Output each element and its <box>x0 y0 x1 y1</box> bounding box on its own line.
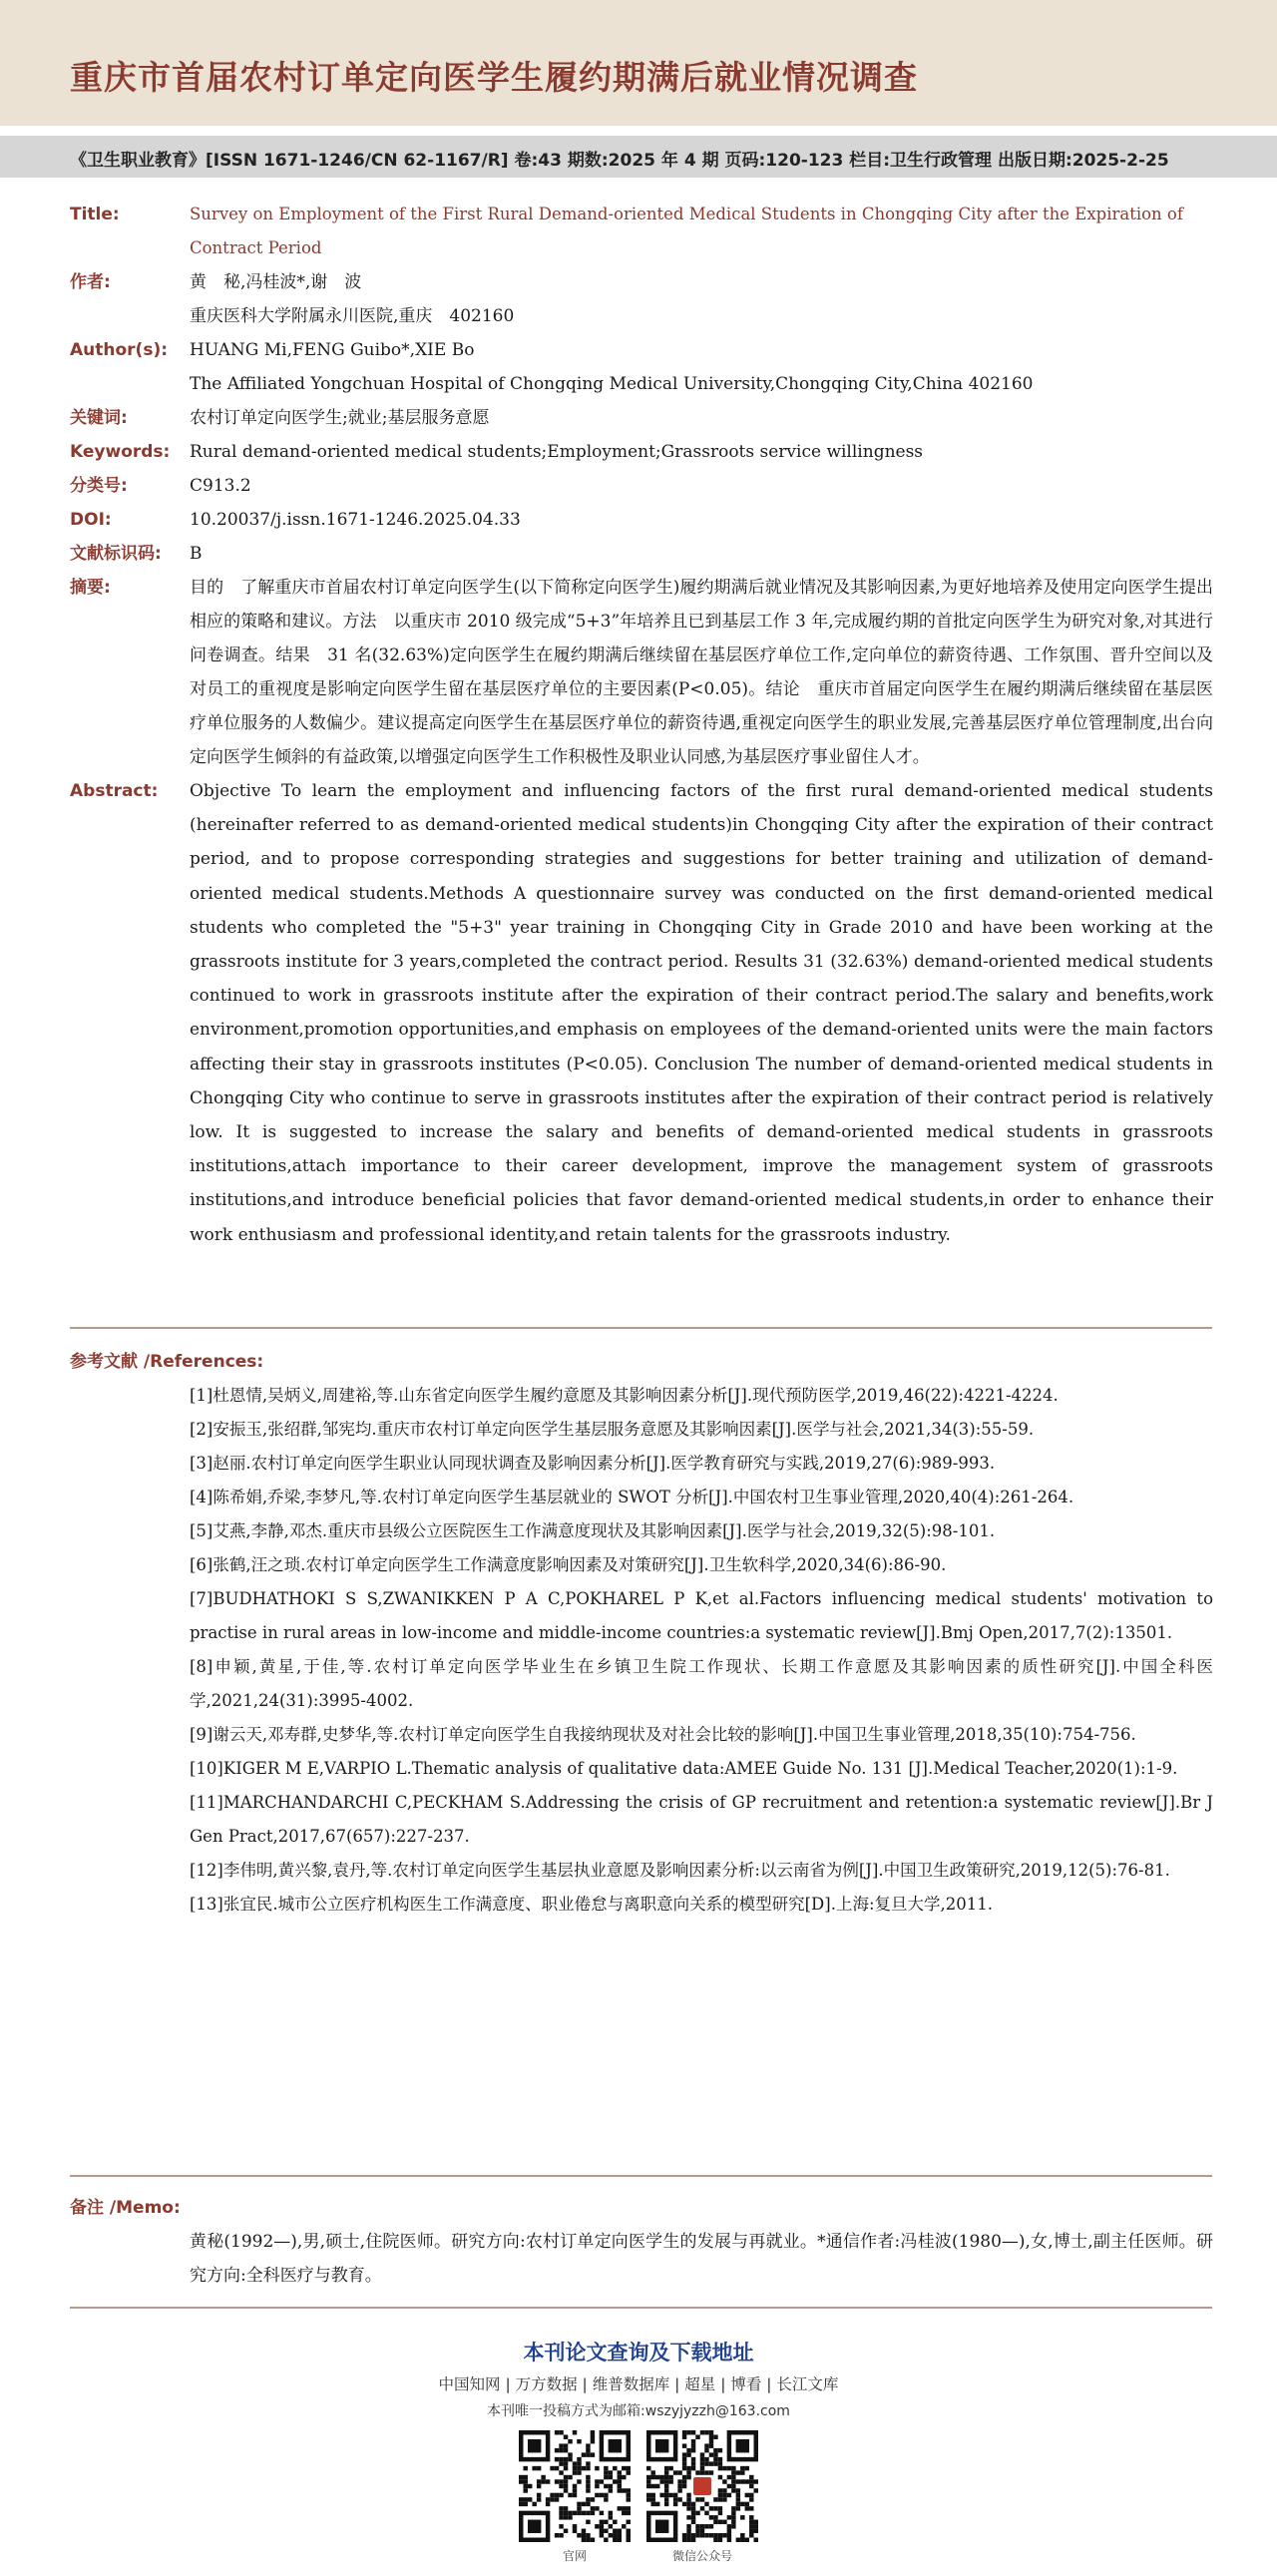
author-names-en: HUANG Mi,FENG Guibo*,XIE Bo <box>190 340 475 360</box>
field-doc-code <box>70 537 1213 571</box>
reference-item: [8]申颖,黄星,于佳,等.农村订单定向医学毕业生在乡镇卫生院工作现状、长期工作意愿及其影响因素的质性研究[J].中国全科医学,2021,24(31):3995-4002. <box>190 1657 1213 1710</box>
field-label: Title: <box>70 205 120 224</box>
reference-item: [12]李伟明,黄兴黎,袁丹,等.农村订单定向医学生基层执业意愿及影响因素分析:以云南省为例[J].中国卫生政策研究,2019,12(5):76-81. <box>190 1861 1170 1880</box>
field-label: 摘要: <box>70 578 111 598</box>
footer-databases[interactable]: 中国知网 | 万方数据 | 维普数据库 | 超星 | 博看 | 长江文库 <box>438 2375 839 2393</box>
journal-meta: 《卫生职业教育》[ISSN 1671-1246/CN 62-1167/R] 卷:43 期数:2025 年 4 期 页码:120-123 栏目:卫生行政管理 出版日期:2025-2-25 <box>70 151 1169 171</box>
authors-cn <box>190 265 1213 333</box>
qr-caption-wechat: 微信公众号 <box>671 2549 732 2563</box>
reference-item: [5]艾燕,李静,邓杰.重庆市县级公立医院医生工作满意度现状及其影响因素[J].医学与社会,2019,32(5):98-101. <box>190 1521 996 1540</box>
reference-item: [1]杜恩情,吴炳义,周建裕,等.山东省定向医学生履约意愿及其影响因素分析[J].现代预防医学,2019,46(22):4221-4224. <box>190 1386 1059 1405</box>
reference-item: [4]陈希娟,乔梁,李梦凡,等.农村订单定向医学生基层就业的 SWOT 分析[J].中国农村卫生事业管理,2020,40(4):261-264. <box>190 1488 1074 1506</box>
english-title-line: Survey on Employment of the First Rural Demand-oriented Medical Students in Chongqing City after the Expiration of <box>190 205 1183 223</box>
meta-band <box>0 136 1277 178</box>
memo-text: 黄秘(1992—),男,硕士,住院医师。研究方向:农村订单定向医学生的发展与再就业。*通信作者:冯桂波(1980—),女,博士,副主任医师。研究方向:全科医疗与教育。 <box>190 2232 1213 2286</box>
doc-code: B <box>190 544 203 564</box>
reference-item: [13]张宜民.城市公立医疗机构医生工作满意度、职业倦怠与离职意向关系的模型研究[D].上海:复旦大学,2011. <box>190 1895 994 1914</box>
references-label: 参考文献 /References: <box>70 1352 264 1372</box>
affiliation-cn: 重庆医科大学附属永川医院,重庆 402160 <box>190 306 515 326</box>
divider <box>70 2175 1212 2177</box>
field-label: 文献标识码: <box>70 544 162 564</box>
abstract-cn: 目的 了解重庆市首届农村订单定向医学生(以下简称定向医学生)履约期满后就业情况及其影响因素,为更好地培养及使用定向医学生提出相应的策略和建议。方法 以重庆市 2010 级完成“5+3”年培养且已到基层工作 3 年,完成履约期的首批定向医学生为研究对象,对其进行问卷调查。结果 31 名(32.63%)定向医学生在履约期满后继续留在基层医疗单位工作,定向单位的薪资待遇、工作氛围、晋升空间以及对员工的重视度是影响定向医学生留在基层医疗单位的主要因素(P<0.05)。结论 重庆市首届定向医学生在履约期满后继续留在基层医疗单位服务的人数偏少。建议提高定向医学生在基层医疗单位的薪资待遇,重视定向医学生的职业发展,完善基层医疗单位管理制度,出台向定向医学生倾斜的有益政策,以增强定向医学生工作积极性及职业认同感,为基层医疗事业留住人才。 <box>190 578 1213 767</box>
field-label: Keywords: <box>70 442 171 462</box>
divider <box>70 1327 1212 1329</box>
field-abstract-cn <box>70 571 1213 774</box>
author-names: 黄 秘,冯桂波*,谢 波 <box>190 272 362 292</box>
field-label: DOI: <box>70 510 112 530</box>
footer-email[interactable]: 本刊唯一投稿方式为邮箱:wszyjyzzh@163.com <box>487 2403 790 2419</box>
field-keywords-en <box>70 435 1213 469</box>
reference-item: [2]安振玉,张绍群,邹宪均.重庆市农村订单定向医学生基层服务意愿及其影响因素[J].医学与社会,2021,34(3):55-59. <box>190 1420 1035 1439</box>
keywords-en: Rural demand-oriented medical students;Employment;Grassroots service willingness <box>190 442 924 462</box>
memo-section <box>70 2191 1213 2293</box>
reference-item: [11]MARCHANDARCHI C,PECKHAM S.Addressing the crisis of GP recruitment and retention:a systematic review[J].Br J Gen Pract,2017,67(657):227-237. <box>190 1793 1213 1846</box>
field-abstract-en <box>70 774 1213 1252</box>
authors-en <box>190 333 1213 401</box>
class-number: C913.2 <box>190 476 251 496</box>
field-label: 分类号: <box>70 476 128 496</box>
doi-link[interactable]: 10.20037/j.issn.1671-1246.2025.04.33 <box>190 510 521 530</box>
reference-item: [3]赵丽.农村订单定向医学生职业认同现状调查及影响因素分析[J].医学教育研究与实践,2019,27(6):989-993. <box>190 1454 996 1473</box>
references-list <box>190 1379 1213 1922</box>
field-label: 作者: <box>70 272 111 292</box>
memo-label: 备注 /Memo: <box>70 2198 181 2218</box>
field-doi <box>70 503 1213 537</box>
field-authors <box>70 265 1213 333</box>
field-class <box>70 469 1213 503</box>
field-label: Abstract: <box>70 781 159 801</box>
article-fields <box>70 198 1213 1252</box>
references-section <box>70 1345 1213 1922</box>
title-band <box>0 0 1277 126</box>
qr-caption-website: 官网 <box>562 2549 587 2563</box>
qr-code-wechat-icon <box>646 2430 758 2542</box>
reference-item: [9]谢云天,邓寿群,史梦华,等.农村订单定向医学生自我接纳现状及对社会比较的影响[J].中国卫生事业管理,2018,35(10):754-756. <box>190 1725 1136 1744</box>
field-keywords-cn <box>70 401 1213 435</box>
keywords-cn: 农村订单定向医学生;就业;基层服务意愿 <box>190 408 490 428</box>
english-title <box>190 198 1213 265</box>
abstract-en: Objective To learn the employment and influencing factors of the first rural demand-oriented medical students (hereinafter referred to as demand-oriented medical students)in Chongqing City after the expiration of their contract period, and to propose corresponding strategies and suggestions for better training and utilization of demand-oriented medical students.Methods A questionnaire survey was conducted on the first demand-oriented medical students who completed the "5+3" year training in Chongqing City in Grade 2010 and have been working at the grassroots institute for 3 years,completed the contract period. Results 31 (32.63%) demand-oriented medical students continued to work in grassroots institute after the expiration of their contract period.The salary and benefits,work environment,promotion opportunities,and emphasis on employees of the demand-oriented units were the main factors affecting their stay in grassroots institutes (P<0.05). Conclusion The number of demand-oriented medical students in Chongqing City who continue to serve in grassroots institutes after the expiration of their contract period is relatively low. It is suggested to increase the salary and benefits of demand-oriented medical students in grassroots institutions,attach importance to their career development, improve the management system of grassroots institutions,and introduce beneficial policies that favor demand-oriented medical students,in order to enhance their work enthusiasm and professional identity,and retain talents for the grassroots industry. <box>190 781 1213 1245</box>
english-title-line: Contract Period <box>190 238 322 257</box>
reference-item: [10]KIGER M E,VARPIO L.Thematic analysis of qualitative data:AMEE Guide No. 131 [J].Medical Teacher,2020(1):1-9. <box>190 1759 1178 1778</box>
qr-code-website-icon <box>519 2430 631 2542</box>
field-authors-en <box>70 333 1213 401</box>
footer <box>0 2337 1277 2424</box>
footer-title: 本刊论文查询及下载地址 <box>523 2341 754 2364</box>
field-label: Author(s): <box>70 340 169 360</box>
page-title: 重庆市首届农村订单定向医学生履约期满后就业情况调查 <box>70 58 918 97</box>
affiliation-en: The Affiliated Yongchuan Hospital of Chongqing Medical University,Chongqing City,China 402160 <box>190 374 1034 394</box>
divider <box>70 2307 1212 2309</box>
field-title <box>70 198 1213 265</box>
reference-item: [6]张鹤,汪之琐.农村订单定向医学生工作满意度影响因素及对策研究[J].卫生软科学,2020,34(6):86-90. <box>190 1555 947 1574</box>
reference-item: [7]BUDHATHOKI S S,ZWANIKKEN P A C,POKHAREL P K,et al.Factors influencing medical students' motivation to practise in rural areas in low-income and middle-income countries:a systematic review[J].Bmj Open,2017,7(2):13501. <box>190 1589 1213 1642</box>
field-label: 关键词: <box>70 408 128 428</box>
